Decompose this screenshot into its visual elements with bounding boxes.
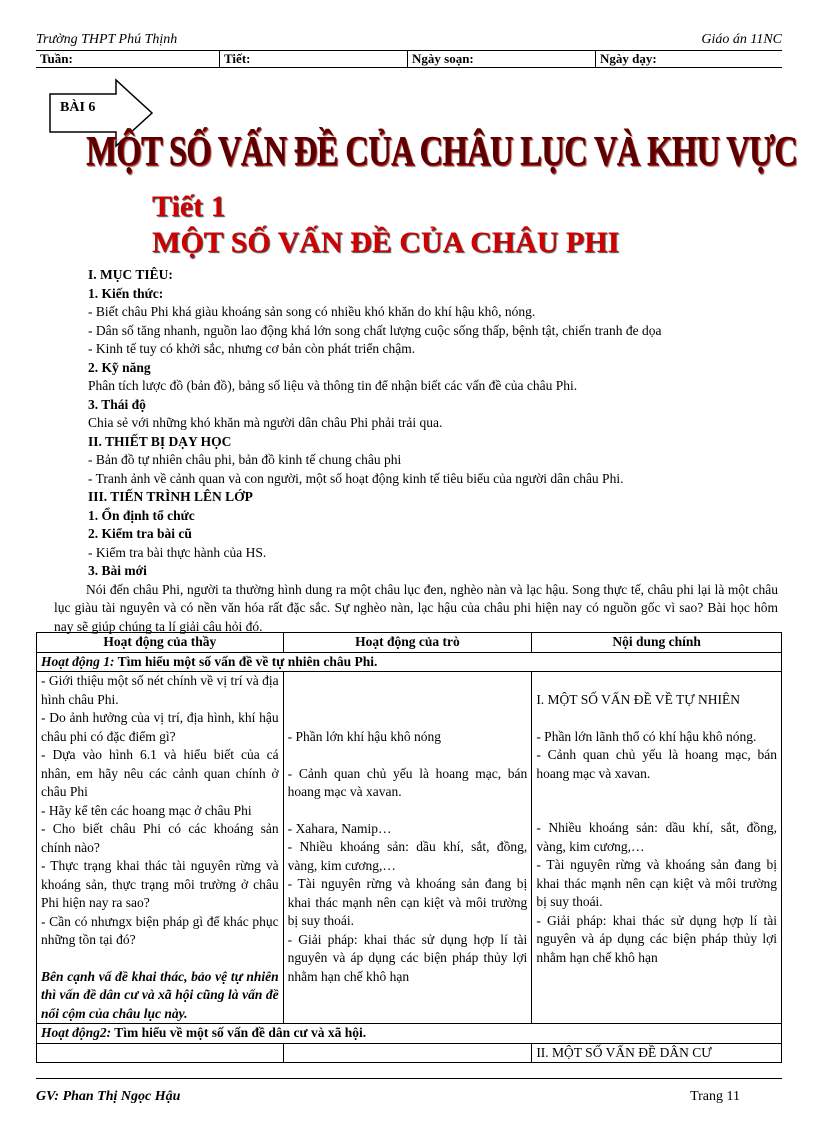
list-item: - Cảnh quan chủ yếu là hoang mạc, bán hoang mạc và xavan. xyxy=(287,765,528,799)
transition-note: Bên cạnh vấ đề khai thác, bảo vệ tự nhiên thì vấn đề dân cư và xã hội cũng là vấn đề nổi cộm của châu lục này. xyxy=(41,968,279,1021)
list-item: - Phần lớn khí hậu khô nóng xyxy=(287,729,442,744)
list-item: - Nhiều khoáng sản: dầu khí, sắt, đồng, vàng, kim cương,… xyxy=(536,820,777,854)
activity-1-text: Tìm hiểu một số vấn đề về tự nhiên châu Phi. xyxy=(114,653,378,669)
intro-paragraph: Nói đến châu Phi, người ta thường hình dung ra một châu lục đen, nghèo nàn và lạc hậu. Song thực tế, châu phi lại là một châu lục giàu tài nguyên và có nền văn hóa rất đặc sắc. Sự nghèo nàn, lạc hậu của châu phi hiện nay có nguồn gốc vì sao? Bài học hôm nay sẽ giúp chúng ta lí giải câu hỏi đó. xyxy=(54,581,778,634)
teacher-column xyxy=(37,672,284,1024)
page-number: Trang 11 xyxy=(690,1089,740,1104)
activity-2-content-row xyxy=(37,1043,782,1063)
section-heading: 2. Kỹ năng xyxy=(88,359,151,375)
list-item: - Cảnh quan chủ yếu là hoang mạc, bán hoang mạc và xavan. xyxy=(536,747,777,781)
section-heading: 2. Kiểm tra bài cũ xyxy=(88,526,192,541)
activity-2-label: Hoạt động2: xyxy=(41,1025,112,1040)
topic-title: MỘT SỐ VẤN ĐỀ CỦA CHÂU PHI xyxy=(152,226,620,259)
prepared-date-cell: Ngày soạn: xyxy=(408,51,596,67)
list-item: - Xahara, Namip… xyxy=(287,820,392,836)
section-heading: 1. Ổn định tổ chức xyxy=(88,507,195,523)
activities-table xyxy=(36,632,782,1063)
list-item: - Nhiều khoáng sản: dầu khí, sắt, đồng, vàng, kim cương,… xyxy=(287,839,528,873)
body-line: - Bản đồ tự nhiên châu phi, bản đồ kinh tế chung châu phi xyxy=(88,452,402,467)
list-item: - Phần lớn lãnh thổ có khí hậu khô nóng. xyxy=(536,728,757,744)
section-heading: I. MỘT SỐ VẤN ĐỀ VỀ TỰ NHIÊN xyxy=(536,692,741,707)
body-lines xyxy=(88,266,778,581)
activity-1-content-row xyxy=(37,672,782,1024)
list-item: - Hãy kể tên các hoang mạc ở châu Phi xyxy=(41,802,252,818)
body-line: Chia sẻ với những khó khăn mà người dân châu Phi phải trải qua. xyxy=(88,415,443,430)
list-item: - Giới thiệu một số nét chính về vị trí và địa hình châu Phi. xyxy=(41,673,279,707)
section-heading: 1. Kiến thức: xyxy=(88,285,164,301)
body-line: - Biết châu Phi khá giàu khoáng sản song có nhiều khó khăn do khí hậu khô, nóng. xyxy=(88,304,536,319)
section-heading: 3. Thái độ xyxy=(88,396,146,412)
body-line: - Dân số tăng nhanh, nguồn lao động khá lớn song chất lượng cuộc sống thấp, bệnh tật, chiến tranh đe dọa xyxy=(88,322,662,338)
lesson-plan-label: Giáo án 11NC xyxy=(701,32,782,47)
list-item: - Cho biết châu Phi có các khoáng sản chính nào? xyxy=(41,821,279,855)
col-header-teacher: Hoạt động của thầy xyxy=(37,633,284,653)
activity-1-row xyxy=(37,652,782,672)
list-item: - Tài nguyên rừng và khoáng sản đang bị khai thác mạnh nên cạn kiệt và môi trường bị suy thoái. xyxy=(536,857,777,909)
body-line: - Kiểm tra bài thực hành của HS. xyxy=(88,544,267,560)
body-line: Phân tích lược đồ (bản đồ), bảng số liệu và thông tin để nhận biết các vấn đề của châu Phi. xyxy=(88,378,578,393)
lesson-body xyxy=(54,266,778,636)
section-heading: 3. Bài mới xyxy=(88,563,147,578)
list-item: - Dựa vào hình 6.1 và hiểu biết của cá nhân, em hãy nêu các cảnh quan chính ở châu Phi xyxy=(41,747,279,799)
list-item: - Giải pháp: khai thác sử dụng hợp lí tài nguyên và áp dụng các biện pháp thủy lợi nhằm hạn chế khô hạn xyxy=(536,912,777,965)
activity-2-row xyxy=(37,1024,782,1044)
document-header xyxy=(36,32,782,48)
table-header-row xyxy=(37,633,782,653)
lesson-tag: BÀI 6 xyxy=(60,100,96,115)
body-line: - Kinh tế tuy có khởi sắc, nhưng cơ bản còn phát triển chậm. xyxy=(88,341,416,356)
main-title: MỘT SỐ VẤN ĐỀ CỦA CHÂU LỤC VÀ KHU VỰC xyxy=(86,129,798,175)
activity-2-text: Tìm hiểu về một số vấn đề dân cư và xã hội. xyxy=(111,1025,367,1040)
list-item: - Tài nguyên rừng và khoáng sản đang bị khai thác mạnh nên cạn kiệt và môi trường bị suy thoái. xyxy=(287,876,528,928)
content-column xyxy=(532,672,782,1024)
teaching-date-cell: Ngày dạy: xyxy=(600,51,657,66)
col-header-student: Hoạt động của trò xyxy=(283,633,532,653)
list-item: - Giải pháp: khai thác sử dụng hợp lí tài nguyên và áp dụng các biện pháp thủy lợi nhằm hạn chế khô hạn xyxy=(287,931,528,984)
body-line: - Tranh ảnh về cảnh quan và con người, một số hoạt động kinh tế tiêu biểu của người dân châu Phi. xyxy=(88,470,624,486)
section-heading: II. THIẾT BỊ DẠY HỌC xyxy=(88,433,232,449)
student-column xyxy=(283,672,532,1024)
period-title: Tiết 1 xyxy=(152,190,226,223)
school-name: Trường THPT Phú Thịnh xyxy=(36,32,178,47)
list-item: - Cần có nhưngx biện pháp gì để khác phục những tồn tại đó? xyxy=(41,913,279,947)
schedule-row xyxy=(36,50,782,68)
col-header-content: Nội dung chính xyxy=(532,633,782,653)
week-cell: Tuần: xyxy=(36,51,220,67)
section-heading-2: II. MỘT SỐ VẤN ĐỀ DÂN CƯ xyxy=(532,1043,782,1063)
activity-1-label: Hoạt động 1: xyxy=(41,653,115,669)
document-footer xyxy=(36,1078,782,1105)
period-cell: Tiết: xyxy=(220,51,408,67)
teacher-name: GV: Phan Thị Ngọc Hậu xyxy=(36,1089,181,1104)
section-heading: III. TIẾN TRÌNH LÊN LỚP xyxy=(88,489,253,504)
list-item: - Do ảnh hưởng của vị trí, địa hình, khí hậu châu phi có đặc điểm gì? xyxy=(41,710,279,744)
list-item: - Thực trạng khai thác tài nguyên rừng và khoáng sản, thực trạng môi trường ở châu Phi hiện nay ra sao? xyxy=(41,858,279,910)
section-heading: I. MỤC TIÊU: xyxy=(88,267,173,282)
